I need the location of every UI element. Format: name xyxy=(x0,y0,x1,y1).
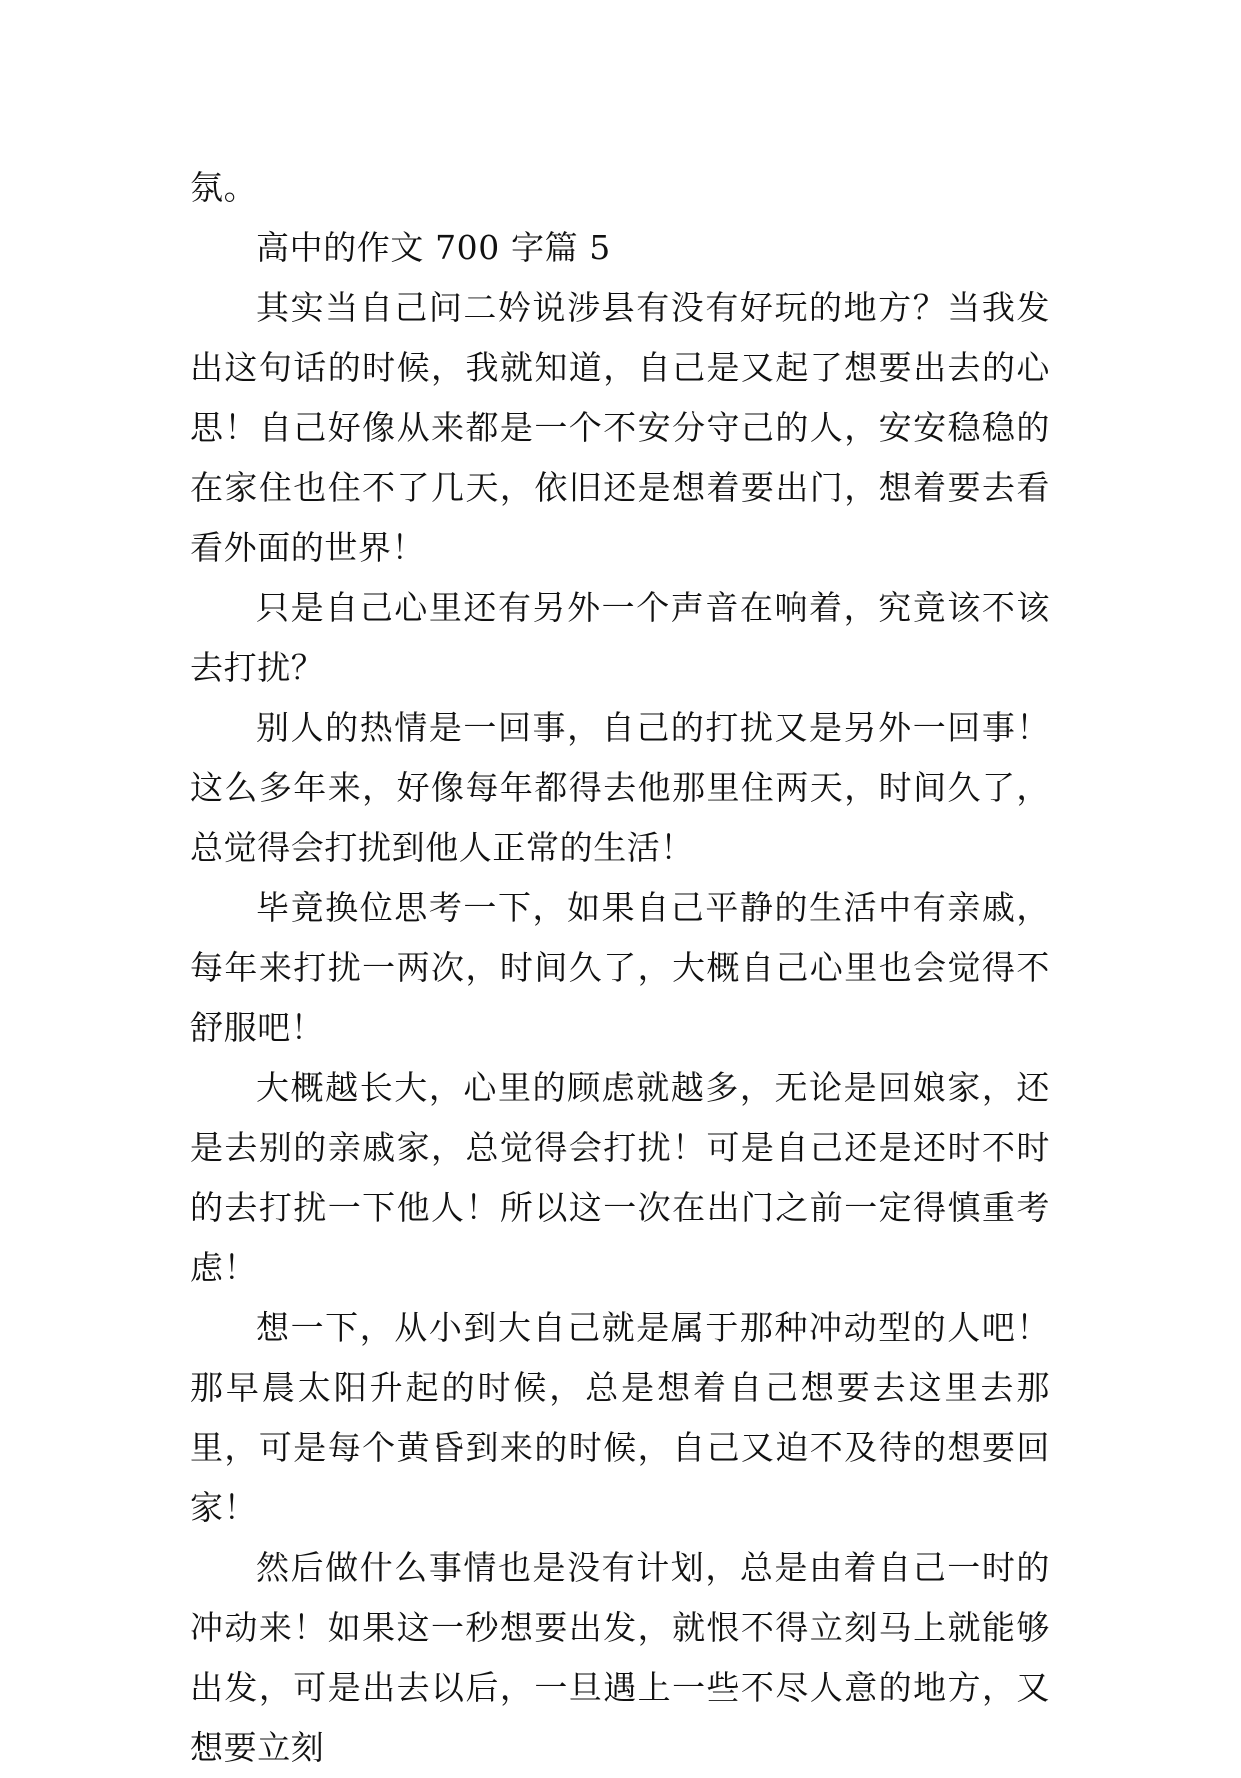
paragraph-continuation: 氛。 xyxy=(190,168,258,207)
paragraph: 其实当自己问二妗说涉县有没有好玩的地方？当我发出这句话的时候，我就知道，自己是又起了想要出去的心思！自己好像从来都是一个不安分守己的人，安安稳稳的在家住也住不了几天，依旧还是想着要出门，想着要去看看外面的世界！ xyxy=(190,288,1050,567)
paragraph: 别人的热情是一回事，自己的打扰又是另外一回事！这么多年来，好像每年都得去他那里住两天，时间久了，总觉得会打扰到他人正常的生活！ xyxy=(190,708,1050,867)
paragraph: 然后做什么事情也是没有计划，总是由着自己一时的冲动来！如果这一秒想要出发，就恨不得立刻马上就能够出发，可是出去以后，一旦遇上一些不尽人意的地方，又想要立刻 xyxy=(190,1548,1050,1767)
document-body xyxy=(190,158,1050,1778)
paragraph: 想一下，从小到大自己就是属于那种冲动型的人吧！那早晨太阳升起的时候，总是想着自己想要去这里去那里，可是每个黄昏到来的时候，自己又迫不及待的想要回家！ xyxy=(190,1308,1050,1527)
paragraph: 大概越长大，心里的顾虑就越多，无论是回娘家，还是去别的亲戚家，总觉得会打扰！可是自己还是还时不时的去打扰一下他人！所以这一次在出门之前一定得慎重考虑！ xyxy=(190,1068,1050,1287)
paragraph: 毕竟换位思考一下，如果自己平静的生活中有亲戚，每年来打扰一两次，时间久了，大概自己心里也会觉得不舒服吧！ xyxy=(190,888,1050,1047)
essay-heading: 高中的作文 700 字篇 5 xyxy=(256,228,611,267)
paragraph: 只是自己心里还有另外一个声音在响着，究竟该不该去打扰？ xyxy=(190,588,1050,687)
